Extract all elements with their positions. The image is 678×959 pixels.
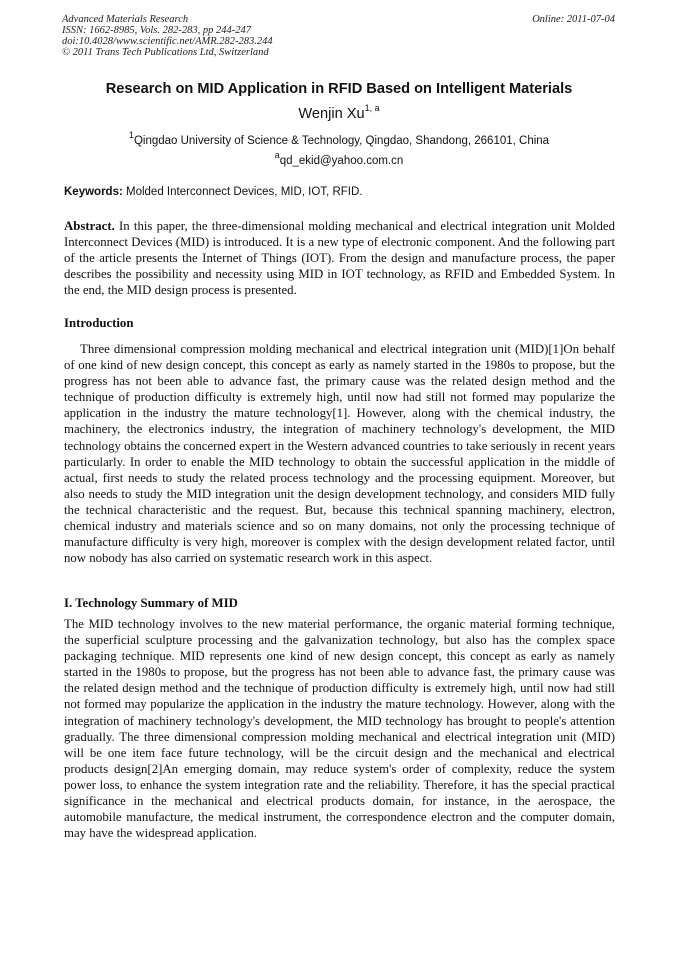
keywords	[64, 186, 615, 198]
email-line	[0, 151, 678, 167]
doi-line: doi:10.4028/www.scientific.net/AMR.282-283.244	[62, 36, 273, 47]
abstract-text: In this paper, the three-dimensional molding mechanical and electrical integration unit Molded Interconnect Devices (MID) is introduced. It is a new type of electronic component. And the following part of the article presents the Internet of Things (IOT). From the design and manufacture process, the paper describes the possibility and necessity using MID in IOT technology, as RFID and Embedded System. In the end, the MID design process is presented.	[64, 219, 616, 298]
author-marks: 1, a	[364, 103, 380, 113]
email-mark: a	[274, 150, 280, 160]
author-name: Wenjin Xu	[298, 105, 365, 122]
abstract-label: Abstract.	[64, 219, 115, 233]
section-heading-introduction: Introduction	[64, 316, 134, 330]
paper-title: Research on MID Application in RFID Based on Intelligent Materials	[105, 81, 573, 97]
journal-name: Advanced Materials Research	[62, 14, 189, 25]
email-address: qd_ekid@yahoo.com.cn	[279, 154, 404, 167]
issn-line: ISSN: 1662-8985, Vols. 282-283, pp 244-247	[62, 25, 251, 36]
copyright-line: © 2011 Trans Tech Publications Ltd, Switzerland	[62, 47, 269, 58]
abstract	[64, 218, 615, 298]
author-line	[0, 104, 678, 122]
online-date: Online: 2011-07-04	[532, 14, 615, 25]
section-heading-technology-summary: I. Technology Summary of MID	[64, 596, 238, 610]
section-body-technology-summary: The MID technology involves to the new material performance, the organic material forming technique, the superficial sculpture processing and the galvanization technology, but also has the complex space packaging technique. MID represents one kind of new design concept, this concept as early as namely started in the 1980s to propose, but the progress has not been able to advance fast, the primary cause was the related design method and the technique of production difficulty is extremely high, until now had still not formed may popularize the application in the industry the mature technology. However, along with the integration of machinery technology's development, the MID technology has brought to people's attention gradually. The three dimensional compression molding mechanical and electrical integration unit (MID) will be one item face future technology, will be the circuit design and the mechanical and electrical products design[2]An emerging domain, may reduce system's order of complexity, reduce the system power loss, to enhance the system integration rate and the reliability. Therefore, it has the special practical significance in the mechanical and electrical products domain, for instance, in the aerospace, the automobile manufacture, the medical instrument, the correspondence electron and the computer domain, may have the widespread application.	[64, 617, 615, 841]
section-body-introduction: Three dimensional compression molding mechanical and electrical integration unit (MID)[1]On behalf of one kind of new design concept, this concept as early as namely started in the 1980s to propose, but the progress has not been able to advance fast, the primary cause was the related design method and the technique of production difficulty is extremely high, until now had still not formed may popularize the application in the industry the mature technology[1]. However, along with the chemical industry, the machinery, the electronics industry, the integration of machinery technology's development, the MID technology obtains the concerned expert in the Western advanced countries to take seriously in recent years particularly. In order to enable the MID technology to obtain the successful application in the middle of actual, first needs to study the related process technology and the processing equipment. Moreover, but also needs to study the MID integration unit the design development technology, and considers MID fully the technical characteristic and the request. But, because this technical spanning machinery, electron, chemical industry and materials science and so on many domains, not only the processing technique of manufacture difficulty is very high, moreover is complex with the design development related factor, until now nobody has also carried on systematic research work in this aspect.	[64, 342, 615, 566]
keywords-label: Keywords:	[64, 186, 123, 198]
journal-header	[62, 14, 615, 58]
affiliation-mark: 1	[128, 130, 134, 140]
affiliation-text: Qingdao University of Science & Technology, Qingdao, Shandong, 266101, China	[133, 134, 550, 147]
affiliation-line	[0, 131, 678, 147]
keywords-text: Molded Interconnect Devices, MID, IOT, RFID.	[126, 186, 363, 198]
